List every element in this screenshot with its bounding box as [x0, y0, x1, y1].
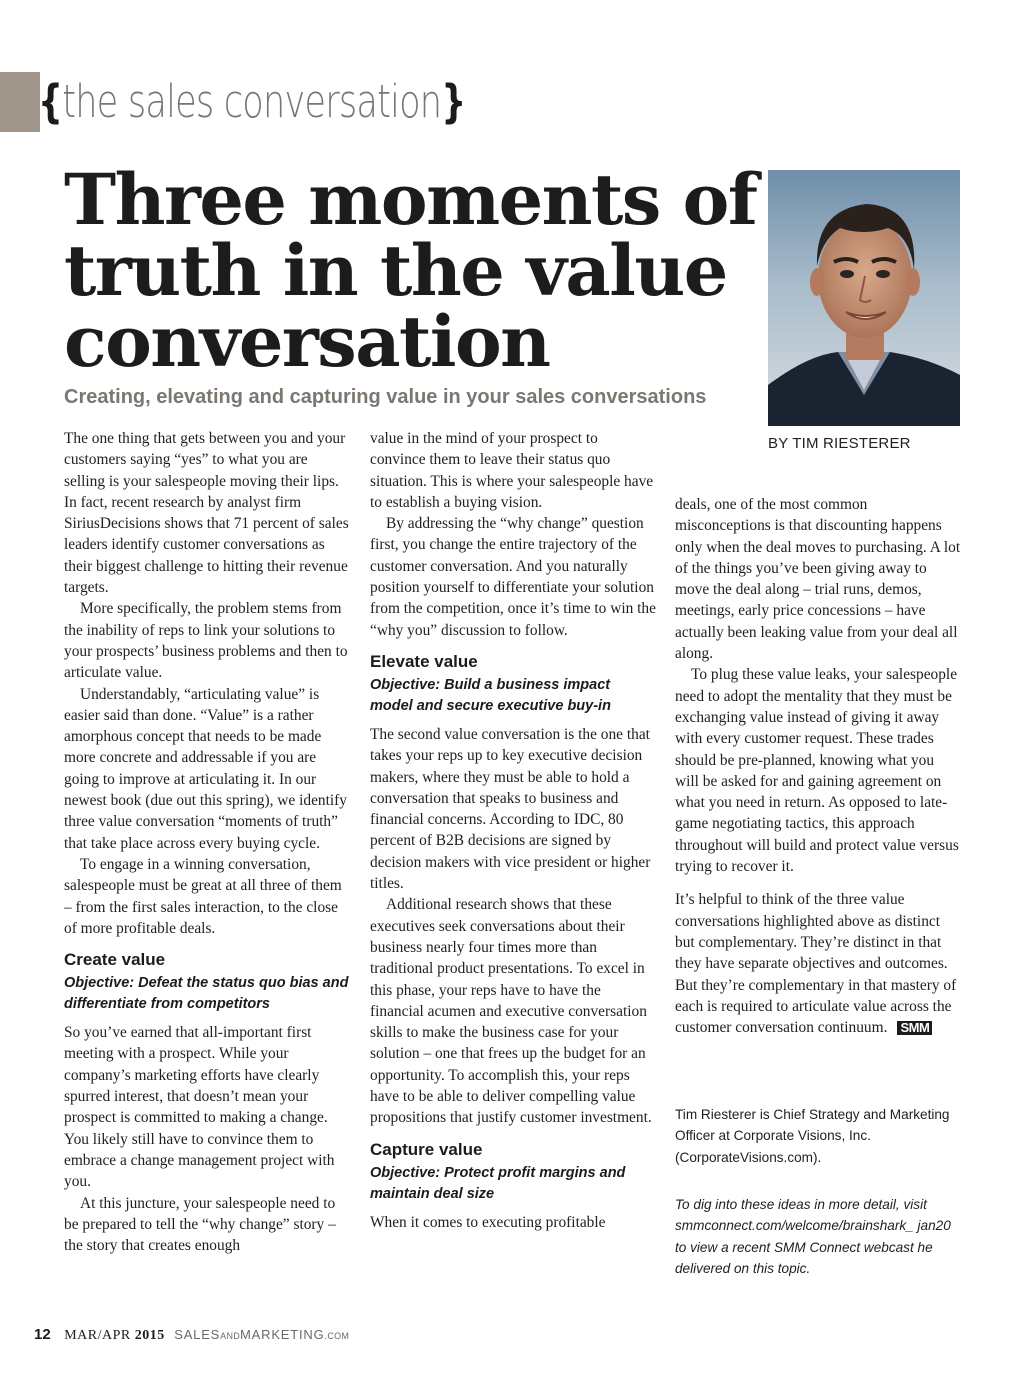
magazine-name-part-b: MARKETING: [240, 1327, 325, 1342]
page-number: 12: [34, 1326, 51, 1343]
issue-year: 2015: [134, 1328, 165, 1343]
body-paragraph: value in the mind of your prospect to convince them to leave their status quo situation. This is where your salespeople have to establish a buying vision.: [370, 430, 654, 511]
body-paragraph: deals, one of the most common misconceptions is that discounting happens only when the deal moves to purchasing. A lot of the things you’ve been giving away to move the deal along – trial runs, demos, meetings, early price concessions – have actually been leaking value from your deal all along.: [675, 496, 961, 663]
issue-month: MAR/APR: [64, 1328, 131, 1343]
page-footer: [34, 1326, 349, 1346]
body-paragraph: So you’ve earned that all-important first meeting with a prospect. While your company’s marketing efforts have clearly spurred interest, that doesn’t mean your prospect is committed to making a change. You likely still have to convince them to embrace a change management project with you.: [64, 1024, 335, 1191]
author-bio: Tim Riesterer is Chief Strategy and Marketing Officer at Corporate Visions, Inc. (CorporateVisions.com).: [675, 1107, 950, 1165]
body-paragraph: When it comes to executing profitable: [370, 1213, 606, 1231]
byline: BY TIM RIESTERER: [768, 435, 911, 452]
subheading-capture-value: Capture value: [370, 1139, 483, 1159]
article-column-1: [64, 428, 350, 1256]
body-paragraph: The second value conversation is the one that takes your reps up to key executive decision makers, where they must be able to hold a conversation that speaks to business and financial concerns. According to IDC, 80 percent of B2B decisions are signed by decision makers with vice president or higher titles.: [370, 725, 651, 893]
body-paragraph: More specifically, the problem stems from the inability of reps to link your solutions to your prospects’ business problems and then to articulate value.: [64, 600, 348, 682]
magazine-name-part-a: SALES: [174, 1327, 221, 1342]
body-paragraph: At this juncture, your salespeople need to be prepared to tell the “why change” story – the story that creates enough: [64, 1194, 336, 1255]
section-tag: [38, 70, 465, 134]
magazine-name-and: AND: [220, 1331, 241, 1341]
webcast-promo: To dig into these ideas in more detail, visit smmconnect.com/welcome/brainshark_ jan20 to view a recent SMM Connect webcast he delivered on this topic.: [675, 1197, 951, 1276]
issue-date: [64, 1328, 165, 1343]
author-photo: [768, 170, 960, 426]
section-tag-open-brace: {: [38, 75, 63, 128]
article-headline: Three moments of truth in the value conversation: [64, 158, 757, 383]
body-paragraph: Understandably, “articulating value” is easier said than done. “Value” is a rather amorphous concept that needs to be made more concrete and addressable if you are going to improve at articulating it. In our newest book (due out this spring), we identify three value conversation “moments of truth” that take place across every buying cycle.: [64, 685, 347, 852]
section-tag-close-brace: }: [441, 75, 466, 128]
objective-capture-value: Objective: Protect profit margins and maintain deal size: [370, 1164, 626, 1202]
objective-elevate-value: Objective: Build a business impact model and secure executive buy-in: [370, 676, 611, 714]
article-column-2: [370, 428, 656, 1233]
body-paragraph-closing: [675, 889, 961, 1038]
smm-end-mark: SMM: [897, 1021, 932, 1035]
subheading-elevate-value: Elevate value: [370, 651, 478, 671]
body-paragraph: To plug these value leaks, your salespeople need to adopt the mentality that they must be exchanging value instead of giving it away with every customer request. These trades should be pre-planned, knowing what you will be asked for and gaining agreement on what you need in return. As opposed to late-game negotiating tactics, this approach throughout will build and protect value versus trying to recover it.: [675, 666, 959, 876]
section-tag-text: the sales conversation: [62, 75, 442, 128]
objective-create-value: Objective: Defeat the status quo bias and differentiate from competitors: [64, 975, 349, 1013]
section-tag-bar: [0, 72, 40, 132]
closing-text: It’s helpful to think of the three value conversations highlighted above as distinct but complementary. They’re distinct in that they have separate objectives and outcomes. But they’re complementary in that mastery of each is required to articulate value across the customer conversation continuum.: [675, 891, 957, 1037]
article-column-3: [675, 494, 961, 1038]
body-paragraph: Additional research shows that these executives seek conversations about their business nearly four times more than traditional product presentations. To excel in this phase, your reps have to have the financial acumen and executive conversation skills to make the business case for your solution – one that frees up the budget for an opportunity. To accomplish this, your reps have to be able to deliver compelling value propositions that justify customer investment.: [370, 896, 652, 1127]
body-paragraph: To engage in a winning conversation, salespeople must be great at all three of them – from the first sales interaction, to the close of more profitable deals.: [64, 855, 342, 937]
magazine-name: [174, 1327, 349, 1342]
subheading-create-value: Create value: [64, 950, 166, 970]
magazine-name-suffix: .COM: [324, 1331, 350, 1341]
body-paragraph: The one thing that gets between you and your customers saying “yes” to what you are selling is your salespeople moving their lips. In fact, recent research by analyst firm SiriusDecisions shows that 71 percent of sales leaders identify customer conversations as their biggest challenge to hitting their revenue targets.: [64, 430, 349, 597]
body-paragraph: By addressing the “why change” question first, you change the entire trajectory of the customer conversation. And you naturally position yourself to differentiate your solution from the competition, once it’s time to win the “why you” discussion to follow.: [370, 515, 656, 639]
article-deck: Creating, elevating and capturing value in your sales conversations: [64, 386, 707, 408]
author-portrait-image: [768, 170, 960, 426]
